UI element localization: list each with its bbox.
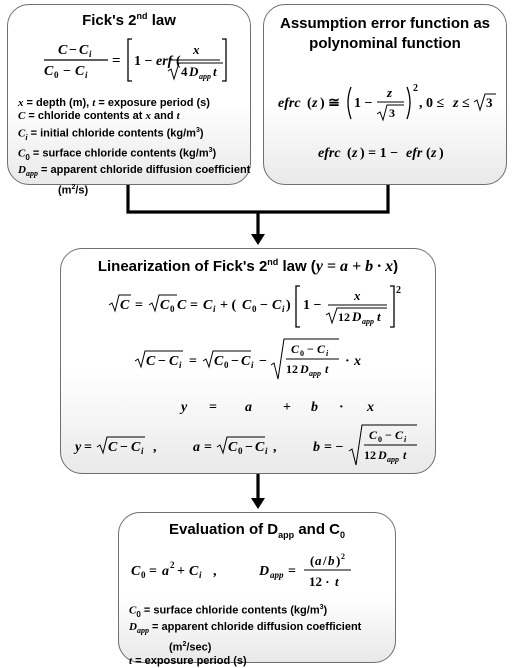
svg-text:+: + xyxy=(283,400,291,415)
svg-text:z: z xyxy=(352,146,358,161)
svg-text:12: 12 xyxy=(364,448,376,462)
svg-text:C: C xyxy=(131,440,141,455)
svg-text:=: = xyxy=(189,354,197,369)
svg-text:,: , xyxy=(273,440,277,455)
svg-text:t: t xyxy=(325,362,329,376)
svg-text:efrc: efrc xyxy=(318,146,341,161)
svg-text:C: C xyxy=(317,342,326,356)
svg-text:2: 2 xyxy=(396,285,401,296)
svg-text:x: x xyxy=(193,42,200,57)
sqrt-c-equation xyxy=(107,283,407,331)
svg-text:(: ( xyxy=(307,96,312,111)
svg-text:i: i xyxy=(179,360,182,370)
svg-text:·: · xyxy=(339,400,344,415)
svg-text:(: ( xyxy=(176,54,181,69)
sqrt-c-minus-ci-equation xyxy=(133,337,373,383)
svg-text:C: C xyxy=(169,354,179,369)
svg-text:−: − xyxy=(259,354,267,369)
svg-text:·: · xyxy=(345,354,350,369)
svg-text:D: D xyxy=(300,362,309,376)
svg-text:z: z xyxy=(312,96,318,111)
svg-text:,: , xyxy=(213,564,217,579)
svg-text:a: a xyxy=(193,440,200,455)
def-dapp-unit: $(m^2/s)$ xyxy=(58,183,89,197)
svg-text:12: 12 xyxy=(286,362,298,376)
svg-text:−: − xyxy=(245,440,253,455)
def-ci: $C_i$ = initial chloride contents $(kg/m^3)$ xyxy=(18,126,204,142)
svg-text:−: − xyxy=(260,298,268,313)
eval-def-c0: $C_0$ = surface chloride contents $(kg/m^3)$ xyxy=(129,604,328,619)
svg-text:−: − xyxy=(63,64,71,79)
svg-text:C: C xyxy=(255,440,265,455)
svg-text:=: = xyxy=(288,564,296,579)
svg-text:C: C xyxy=(241,354,251,369)
svg-text:t: t xyxy=(403,448,407,462)
def-c0: $C_0$ = surface chloride contents $(kg/m^3)$ xyxy=(18,147,217,162)
svg-text:1 −: 1 − xyxy=(134,54,153,69)
svg-text:app: app xyxy=(387,455,399,464)
svg-text:4: 4 xyxy=(181,64,188,79)
svg-text:0: 0 xyxy=(224,360,229,370)
ficks-law-title: Fick's 2nd law xyxy=(82,11,176,29)
svg-text:0: 0 xyxy=(170,304,175,314)
svg-text:app: app xyxy=(199,72,211,81)
svg-text:0: 0 xyxy=(54,70,59,80)
svg-text:D: D xyxy=(352,309,362,324)
svg-text:C: C xyxy=(160,298,170,313)
svg-text:) ≅: ) ≅ xyxy=(320,96,340,111)
svg-text:=: = xyxy=(209,400,217,415)
svg-text:y: y xyxy=(75,440,82,455)
svg-text:−: − xyxy=(307,342,314,356)
svg-text:≤: ≤ xyxy=(462,96,470,111)
svg-text:C: C xyxy=(228,440,238,455)
svg-text:=: = xyxy=(190,298,198,313)
svg-text:i: i xyxy=(326,349,329,358)
svg-text:D: D xyxy=(259,564,270,579)
svg-text:,: , xyxy=(153,440,157,455)
coefficient-definitions xyxy=(73,423,429,469)
def-x-t: x = depth (m), t = exposure period (s) xyxy=(18,97,210,109)
svg-text:i: i xyxy=(265,446,268,456)
svg-text:C: C xyxy=(272,298,282,313)
svg-text:0: 0 xyxy=(378,435,382,444)
svg-text:0: 0 xyxy=(141,570,146,580)
erfc-identity-equation xyxy=(316,141,466,163)
svg-text:i: i xyxy=(199,570,202,580)
assumption-title: Assumption error function as polynominal function xyxy=(279,15,491,52)
evaluation-equations xyxy=(129,551,389,595)
svg-text:0: 0 xyxy=(238,446,243,456)
ficks-law-definitions xyxy=(18,97,250,198)
assumption-box xyxy=(263,4,507,185)
eval-def-dapp-unit: $(m^2/\sec)$ xyxy=(169,640,212,654)
svg-text:z: z xyxy=(453,96,459,111)
svg-text:C: C xyxy=(369,428,378,442)
svg-text:C: C xyxy=(79,43,89,58)
svg-text:a: a xyxy=(162,564,169,579)
arrow-head-1 xyxy=(251,234,265,245)
eval-def-t: t = exposure period (s) xyxy=(129,654,247,667)
svg-text:(: ( xyxy=(426,146,431,161)
svg-text:=: = xyxy=(149,564,157,579)
svg-text:z: z xyxy=(387,85,393,100)
svg-text:C: C xyxy=(189,564,199,579)
svg-text:a: a xyxy=(315,553,322,568)
svg-text:−: − xyxy=(158,354,166,369)
svg-text:+: + xyxy=(177,564,185,579)
svg-text:3: 3 xyxy=(486,95,493,110)
svg-text:app: app xyxy=(362,317,374,326)
svg-text:C: C xyxy=(120,298,130,313)
svg-text:1 −: 1 − xyxy=(303,298,322,313)
svg-text:i: i xyxy=(213,304,216,314)
svg-text:i: i xyxy=(141,446,144,456)
erfc-approximation-equation xyxy=(274,79,500,129)
svg-text:=: = xyxy=(204,440,212,455)
svg-text:i: i xyxy=(282,304,285,314)
svg-text:app: app xyxy=(309,369,321,378)
svg-text:C: C xyxy=(44,64,54,79)
svg-text:D: D xyxy=(378,448,387,462)
arrow-head-2 xyxy=(251,498,265,509)
linearization-box xyxy=(60,248,436,474)
svg-text:=: = xyxy=(112,53,121,69)
svg-text:i: i xyxy=(89,49,92,59)
svg-text:=: = xyxy=(135,298,143,313)
linear-form-equation xyxy=(181,395,381,417)
svg-text:C: C xyxy=(108,440,118,455)
svg-text:a: a xyxy=(245,400,252,415)
svg-text:i: i xyxy=(404,435,407,444)
eval-def-dapp: $D_{app}$ = apparent chloride diffusion coefficient xyxy=(129,621,362,636)
svg-text:C: C xyxy=(291,342,300,356)
svg-text:x: x xyxy=(367,400,374,415)
svg-text:0: 0 xyxy=(252,304,257,314)
linearization-title: Linearization of Fick's 2nd law (y = a + b · x) xyxy=(97,257,399,275)
svg-text:): ) xyxy=(439,146,444,161)
svg-text:−: − xyxy=(120,440,128,455)
svg-text:C: C xyxy=(242,298,252,313)
svg-text:=: = xyxy=(84,440,92,455)
svg-text:(: ( xyxy=(347,146,352,161)
svg-text:y: y xyxy=(181,400,188,415)
svg-text:i: i xyxy=(251,360,254,370)
svg-text:x: x xyxy=(354,288,361,303)
svg-text:= −: = − xyxy=(324,440,344,455)
evaluation-title: Evaluation of $D_{app}$ and $C_0$ xyxy=(168,521,346,540)
svg-text:−: − xyxy=(385,428,392,442)
svg-text:/: / xyxy=(323,553,327,568)
ficks-law-box xyxy=(7,4,251,197)
svg-text:z: z xyxy=(431,146,437,161)
svg-text:C: C xyxy=(177,298,187,313)
svg-text:C: C xyxy=(395,428,404,442)
svg-text:+ (: + ( xyxy=(220,298,237,313)
svg-text:efr: efr xyxy=(406,146,423,161)
svg-text:−: − xyxy=(231,354,239,369)
svg-text:app: app xyxy=(270,570,284,580)
svg-text:): ) xyxy=(336,553,341,568)
svg-text:erf: erf xyxy=(156,54,173,69)
svg-text:x: x xyxy=(354,354,361,369)
svg-text:D: D xyxy=(189,64,199,79)
svg-text:−: − xyxy=(69,43,77,58)
svg-text:12: 12 xyxy=(338,310,350,324)
svg-text:C: C xyxy=(214,354,224,369)
svg-text:t: t xyxy=(377,309,381,324)
svg-text:12 ·: 12 · xyxy=(309,574,330,589)
svg-text:) = 1 −: ) = 1 − xyxy=(360,146,399,161)
svg-text:efrc: efrc xyxy=(278,96,301,111)
svg-text:C: C xyxy=(58,43,68,58)
svg-text:(: ( xyxy=(310,553,315,568)
svg-text:2: 2 xyxy=(341,552,345,561)
evaluation-definitions xyxy=(129,601,361,668)
svg-text:2: 2 xyxy=(413,83,418,94)
svg-text:C: C xyxy=(203,298,213,313)
svg-text:): ) xyxy=(286,298,291,313)
svg-text:2: 2 xyxy=(170,560,175,570)
svg-text:C: C xyxy=(146,354,156,369)
evaluation-box xyxy=(118,512,396,667)
svg-text:3: 3 xyxy=(389,106,395,120)
svg-text:C: C xyxy=(131,564,141,579)
svg-text:C: C xyxy=(75,64,85,79)
svg-text:, 0 ≤: , 0 ≤ xyxy=(419,96,445,111)
def-c: C = chloride contents at x and t xyxy=(18,110,180,123)
svg-text:b: b xyxy=(313,440,320,455)
ficks-law-equation xyxy=(36,33,226,91)
svg-text:1 −: 1 − xyxy=(354,96,373,111)
svg-text:0: 0 xyxy=(300,349,304,358)
svg-text:t: t xyxy=(335,574,339,589)
svg-text:i: i xyxy=(85,70,88,80)
def-dapp: $D_{app}$ = apparent chloride diffusion coefficient xyxy=(18,164,251,179)
svg-text:t: t xyxy=(213,64,217,79)
svg-text:b: b xyxy=(311,400,318,415)
svg-text:b: b xyxy=(328,553,335,568)
